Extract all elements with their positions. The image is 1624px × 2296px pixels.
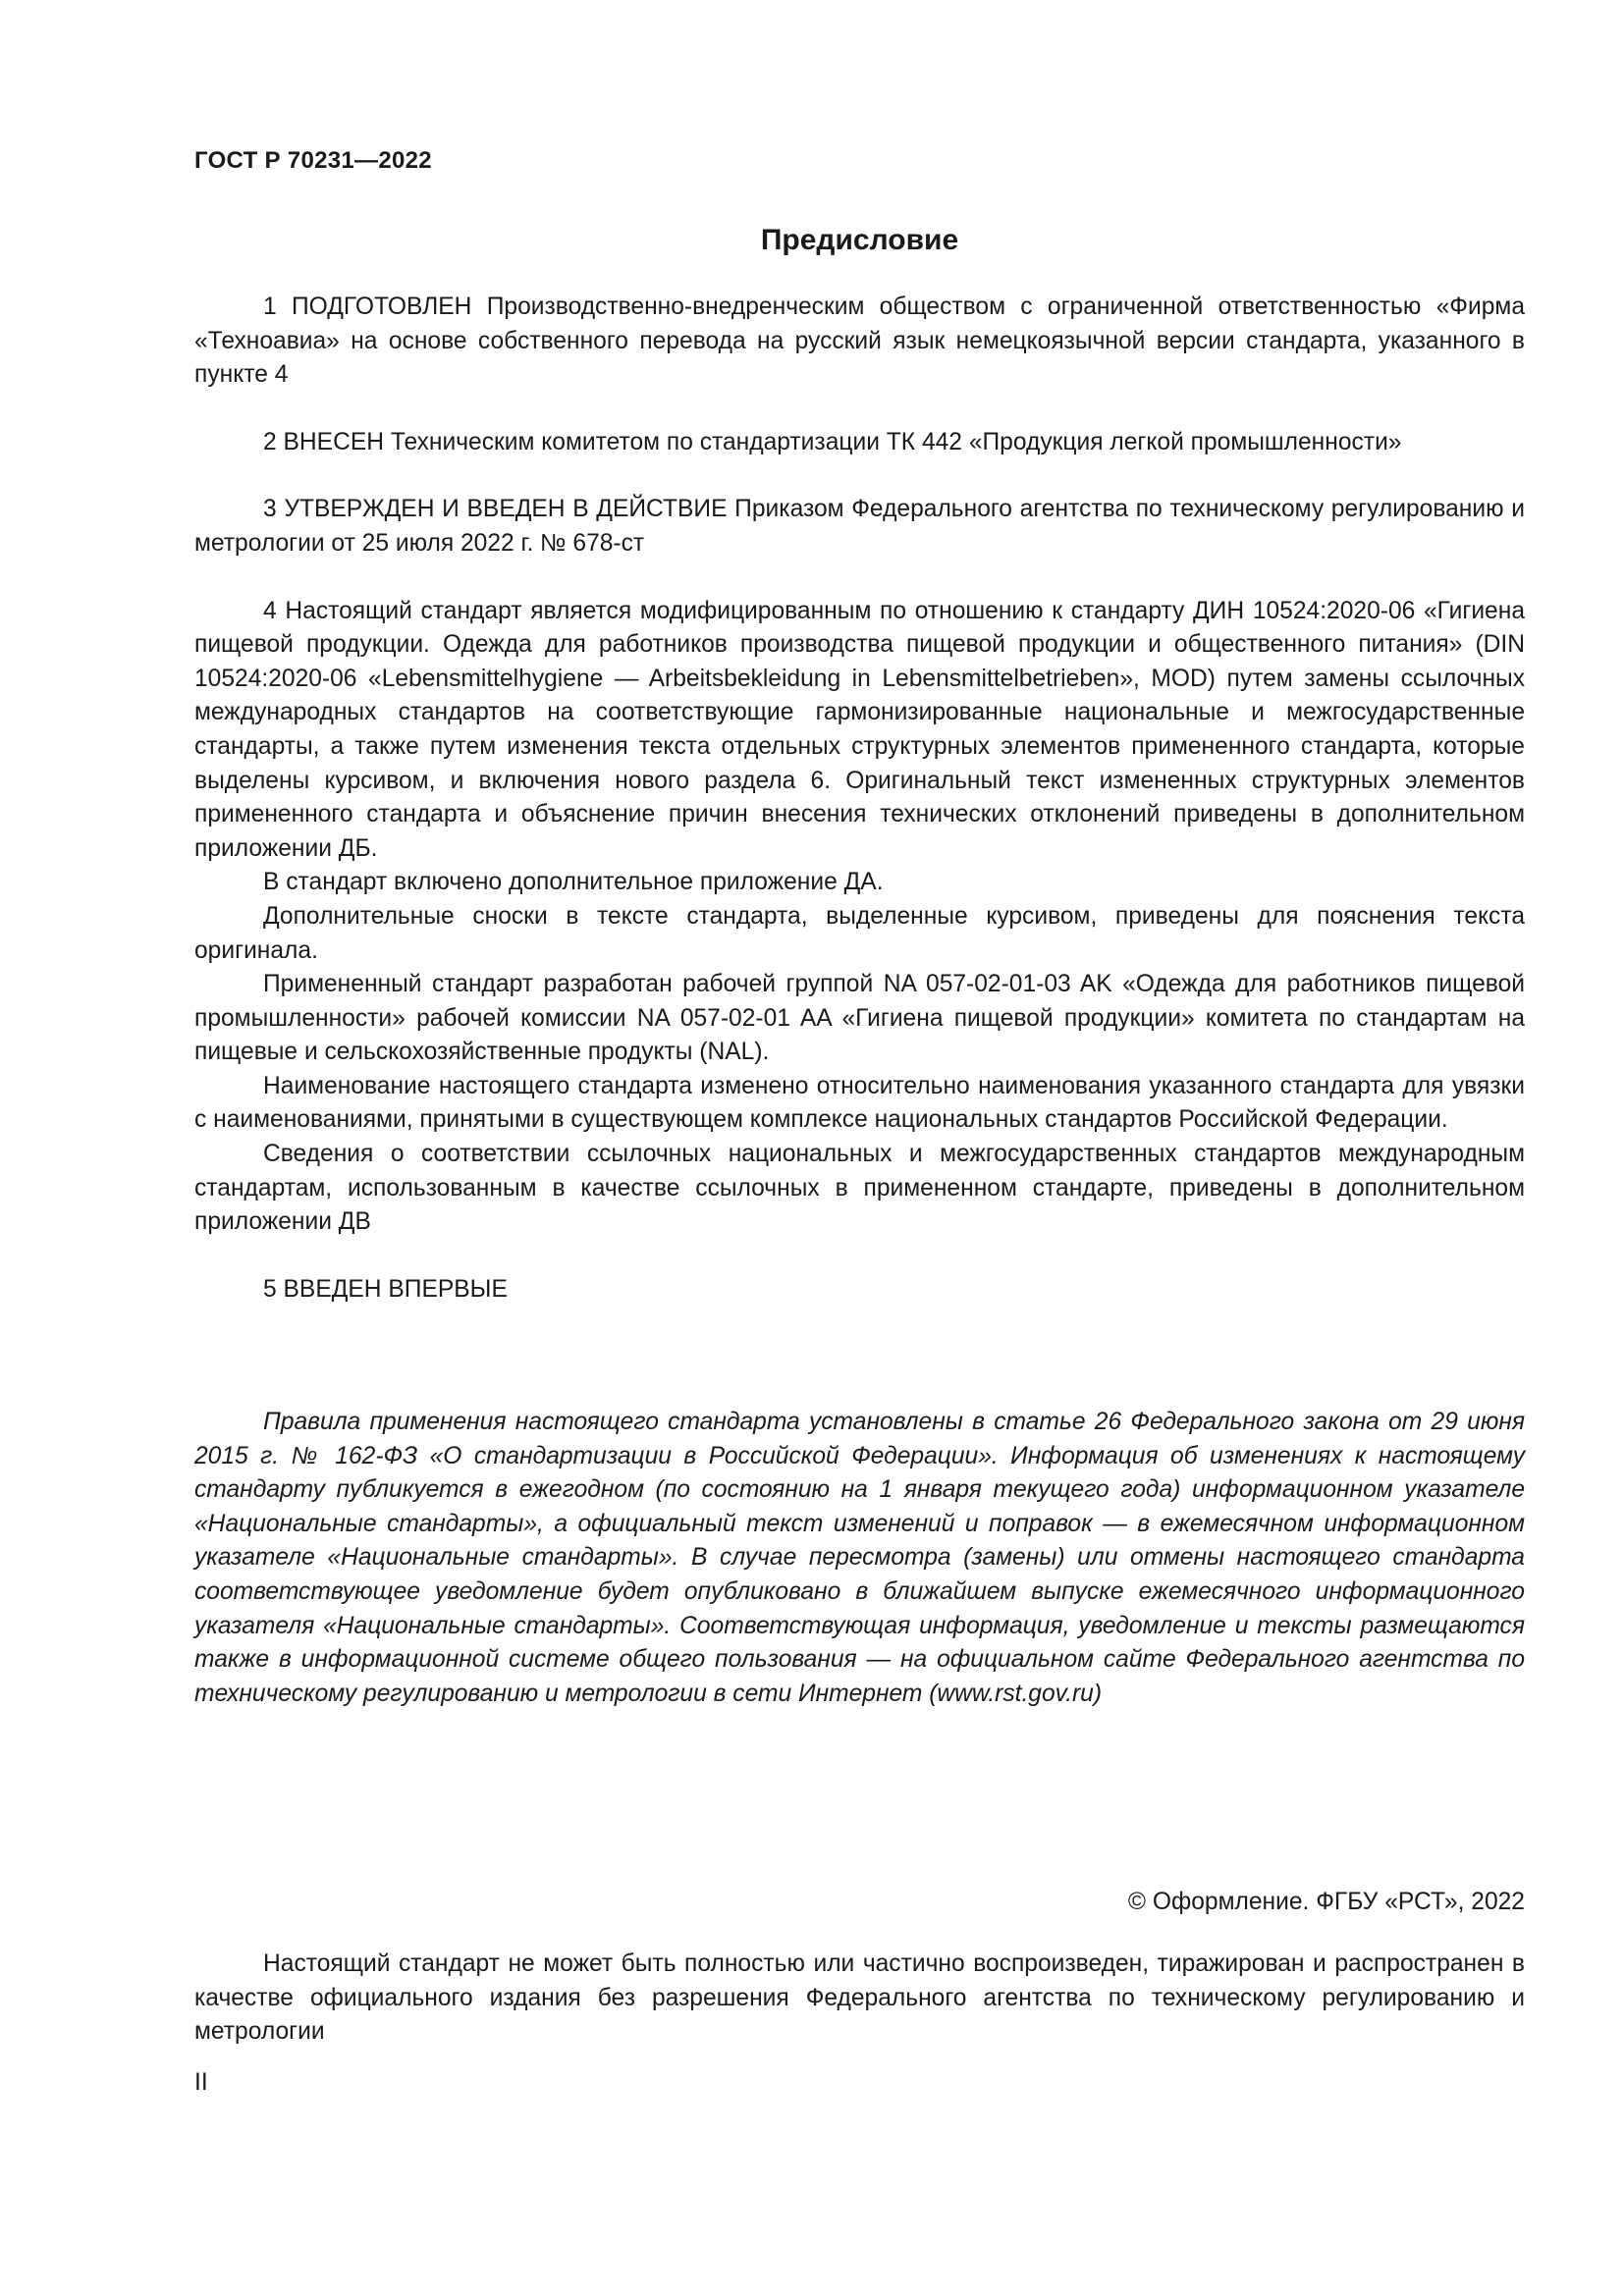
document-id: ГОСТ Р 70231—2022 xyxy=(194,147,432,174)
page-number: II xyxy=(194,2069,208,2096)
page-title: Предисловие xyxy=(760,224,959,256)
reproduction-notice: Настоящий стандарт не может быть полностью или частично воспроизведен, тиражирован и распространен в качестве официального издания без разрешения Федерального агентства по техническому регулированию и метрологии xyxy=(194,1950,1525,2046)
preface-item-4-title-change: Наименование настоящего стандарта изменено относительно наименования указанного стандарта для увязки с наименованиями, принятыми в существующем комплексе национальных стандартов Российской Федерации. xyxy=(194,1072,1525,1134)
document-page xyxy=(194,0,1525,2296)
preface-item-4-annex: В стандарт включено дополнительное приложение ДА. xyxy=(263,869,884,896)
preface-item-5: 5 ВВЕДЕН ВПЕРВЫЕ xyxy=(263,1275,508,1303)
preface-item-3: 3 УТВЕРЖДЕН И ВВЕДЕН В ДЕЙСТВИЕ Приказом Федерального агентства по техническому регулированию и метрологии от 25 июля 2022 г. № 678-ст xyxy=(194,496,1525,557)
preface-item-4-footnotes: Дополнительные сноски в тексте стандарта, выделенные курсивом, приведены для пояснения текста оригинала. xyxy=(194,902,1525,964)
preface-item-2: 2 ВНЕСЕН Техническим комитетом по стандартизации ТК 442 «Продукция легкой промышленности» xyxy=(263,428,1402,455)
preface-item-1: 1 ПОДГОТОВЛЕН Производственно-внедренческим обществом с ограниченной ответственностью «Фирма «Техноавиа» на основе собственного перевода на русский язык немецкоязычной версии стандарта, указанного в пункте 4 xyxy=(194,294,1525,389)
preface-item-4-references: Сведения о соответствии ссылочных национальных и межгосударственных стандартов международным стандартам, использованным в качестве ссылочных в примененном стандарте, приведены в дополнительном приложении ДВ xyxy=(194,1141,1525,1236)
preface-item-4: 4 Настоящий стандарт является модифицированным по отношению к стандарту ДИН 10524:2020-06 «Гигиена пищевой продукции. Одежда для работников производства пищевой продукции и общественного питания» (DIN 10524:2020-06 «Lebensmittelhygiene — Arbeitsbekleidung in Lebensmittelbetrieben», MOD) путем замены ссылочных международных стандартов на соответствующие гармонизированные национальные и межгосударственные стандарты, а также путем изменения текста отдельных структурных элементов примененного стандарта, которые выделены курсивом, и включения нового раздела 6. Оригинальный текст измененных структурных элементов примененного стандарта и объяснение причин внесения технических отклонений приведены в дополнительном приложении ДБ. xyxy=(194,597,1525,862)
preface-item-4-working-group: Примененный стандарт разработан рабочей группой NA 057-02-01-03 AK «Одежда для работников пищевой промышленности» рабочей комиссии NA 057-02-01 AA «Гигиена пищевой продукции» комитета по стандартам на пищевые и сельскохозяйственные продукты (NAL). xyxy=(194,971,1525,1066)
application-rules-notice: Правила применения настоящего стандарта установлены в статье 26 Федерального закона от 29 июня 2015 г. № 162-ФЗ «О стандартизации в Российской Федерации». Информация об изменениях к настоящему стандарту публикуется в ежегодном (по состоянию на 1 января текущего года) информационном указателе «Национальные стандарты», а официальный текст изменений и поправок — в ежемесячном информационном указателе «Национальные стандарты». В случае пересмотра (замены) или отмены настоящего стандарта соответствующее уведомление будет опубликовано в ближайшем выпуске ежемесячного информационного указателя «Национальные стандарты». Соответствующая информация, уведомление и тексты размещаются также в информационной системе общего пользования — на официальном сайте Федерального агентства по техническому регулированию и метрологии в сети Интернет (www.rst.gov.ru) xyxy=(194,1409,1525,1707)
preface-body xyxy=(194,291,1525,1307)
copyright-line: © Оформление. ФГБУ «РСТ», 2022 xyxy=(1127,1889,1525,1915)
